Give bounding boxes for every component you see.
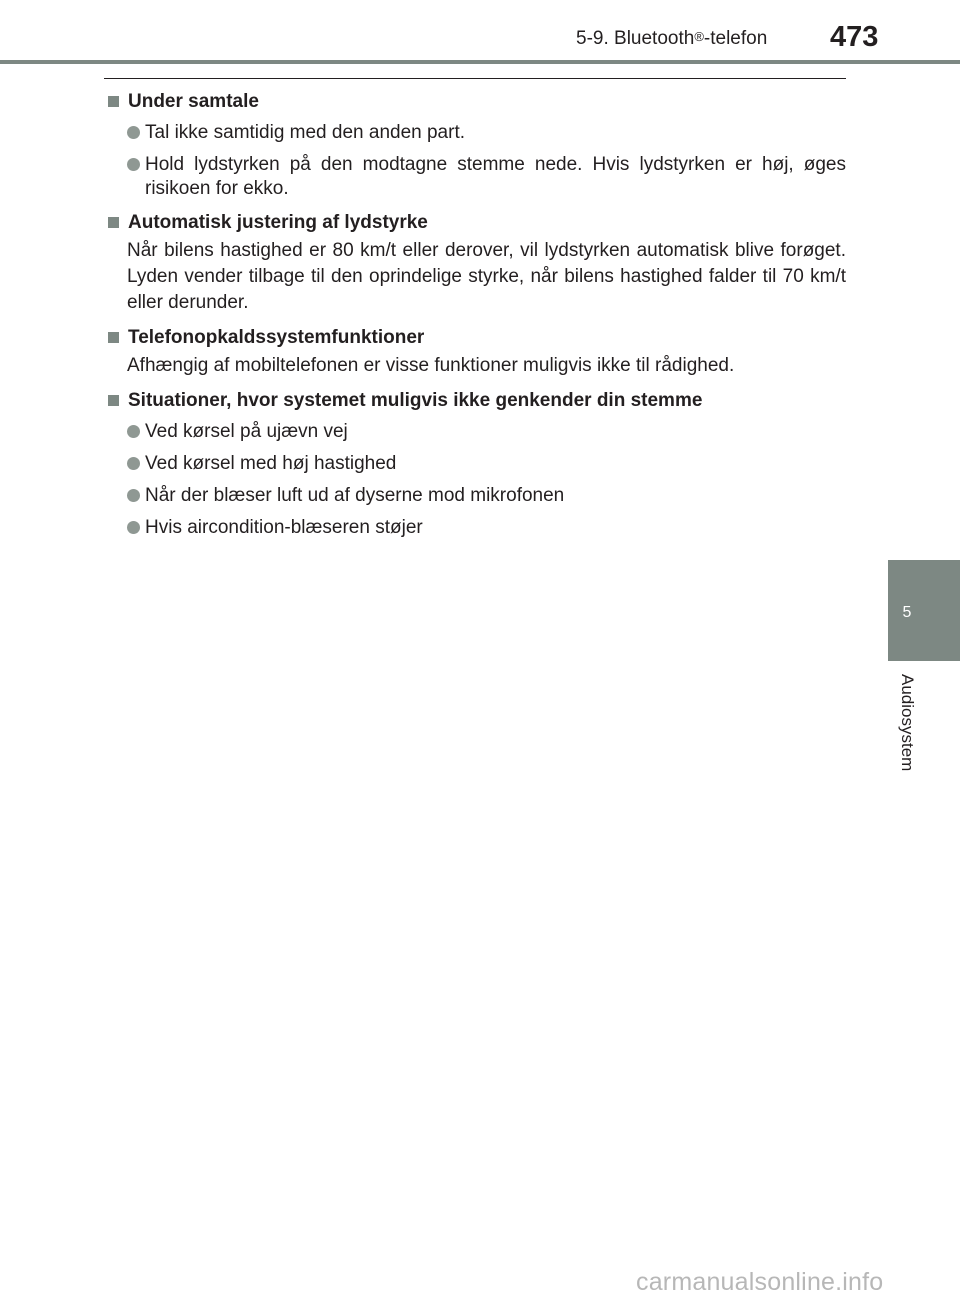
- section-title-prefix: 5-9. Bluetooth: [576, 28, 695, 49]
- section-heading: [108, 91, 846, 113]
- list-item: [108, 420, 846, 444]
- section-divider: [104, 78, 846, 79]
- page-number: 473: [830, 21, 879, 53]
- list-item: [108, 153, 846, 201]
- list-item: [108, 121, 846, 145]
- section-heading: [108, 212, 846, 234]
- list-item: [108, 452, 846, 476]
- list-item-text: Ved kørsel med høj hastighed: [145, 453, 397, 474]
- square-bullet-icon: [108, 217, 119, 228]
- section-heading: [108, 390, 846, 412]
- list-item-text: Hold lydstyrken på den modtagne stemme nede. Hvis lydstyrken er høj, øges risikoen for ekko.: [145, 154, 846, 199]
- list-item: [108, 516, 846, 540]
- square-bullet-icon: [108, 395, 119, 406]
- square-bullet-icon: [108, 332, 119, 343]
- list-item-text: Hvis aircondition-blæseren støjer: [145, 517, 423, 538]
- paragraph: Afhængig af mobiltelefonen er visse funktioner muligvis ikke til rådighed.: [127, 355, 735, 376]
- circle-bullet-icon: [127, 158, 140, 171]
- square-bullet-icon: [108, 96, 119, 107]
- chapter-label: Audiosystem: [898, 674, 917, 772]
- circle-bullet-icon: [127, 126, 140, 139]
- page-content: [108, 91, 846, 540]
- list-item-text: Tal ikke samtidig med den anden part.: [145, 122, 466, 143]
- heading-text: Situationer, hvor systemet muligvis ikke genkender din stemme: [128, 390, 703, 411]
- chapter-tab: [888, 560, 960, 661]
- heading-text: Automatisk justering af lydstyrke: [128, 212, 428, 233]
- paragraph: Når bilens hastighed er 80 km/t eller derover, vil lydstyrken automatisk blive forøget. Lyden vender tilbage til den oprindelige styrke, når bilens hastighed falder til 70 km/t eller derunder.: [127, 240, 846, 313]
- list-item-text: Når der blæser luft ud af dyserne mod mikrofonen: [145, 485, 565, 506]
- circle-bullet-icon: [127, 489, 140, 502]
- header-rule: [0, 60, 960, 64]
- heading-text: Telefonopkaldssystemfunktioner: [128, 327, 425, 348]
- circle-bullet-icon: [127, 457, 140, 470]
- circle-bullet-icon: [127, 521, 140, 534]
- list-item-text: Ved kørsel på ujævn vej: [145, 421, 348, 442]
- circle-bullet-icon: [127, 425, 140, 438]
- list-item: [108, 484, 846, 508]
- registered-mark: ®: [694, 29, 704, 44]
- heading-text: Under samtale: [128, 91, 259, 112]
- watermark: carmanualsonline.info: [636, 1268, 884, 1296]
- chapter-number: 5: [902, 604, 912, 621]
- section-title-suffix: -telefon: [703, 28, 768, 49]
- section-title: [576, 27, 767, 52]
- section-heading: [108, 327, 846, 349]
